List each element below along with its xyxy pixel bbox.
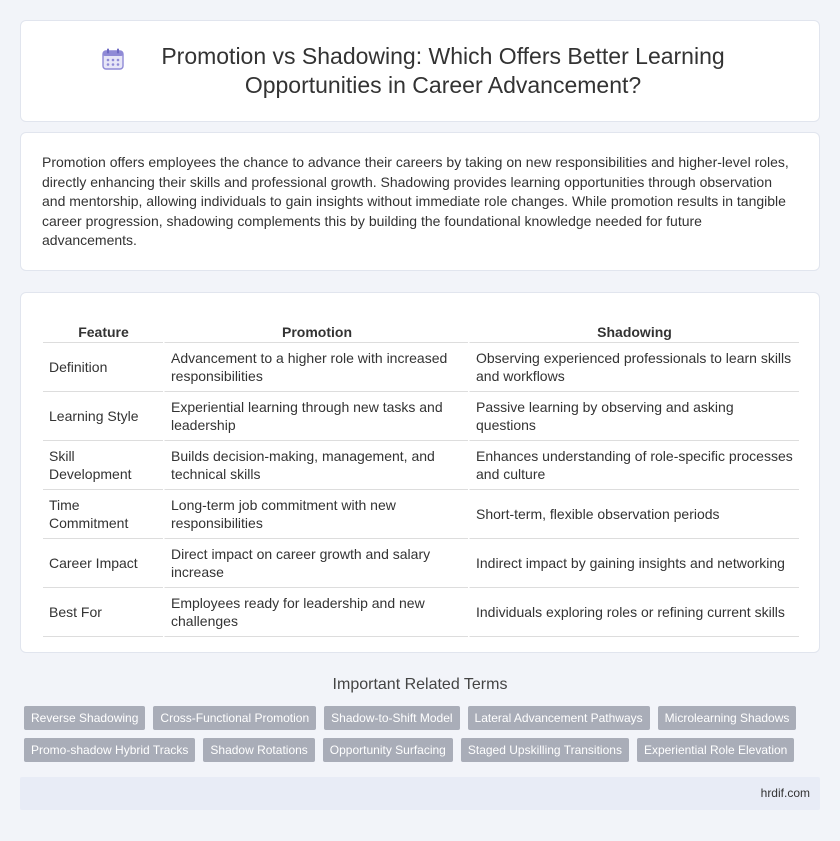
title-card xyxy=(20,20,820,122)
table-row xyxy=(43,588,799,637)
table-row xyxy=(43,490,799,539)
table-row xyxy=(43,539,799,588)
title-wrap xyxy=(100,42,740,100)
intro-card xyxy=(20,132,820,271)
row-promotion: Long-term job commitment with new responsibilities xyxy=(164,490,469,539)
comparison-card xyxy=(20,292,820,653)
row-shadowing: Observing experienced professionals to learn skills and workflows xyxy=(469,343,799,392)
row-promotion: Experiential learning through new tasks and leadership xyxy=(164,392,469,441)
table-header-row xyxy=(43,313,799,343)
row-feature: Learning Style xyxy=(43,392,164,441)
footer-site-link[interactable]: hrdif.com xyxy=(760,786,810,800)
table-row xyxy=(43,343,799,392)
row-promotion: Employees ready for leadership and new challenges xyxy=(164,588,469,637)
related-term-tag[interactable]: Cross-Functional Promotion xyxy=(153,706,316,730)
related-terms-heading: Important Related Terms xyxy=(332,676,508,693)
related-term-tag[interactable]: Staged Upskilling Transitions xyxy=(461,738,629,762)
related-term-tag[interactable]: Shadow Rotations xyxy=(203,738,314,762)
related-term-tag[interactable]: Shadow-to-Shift Model xyxy=(324,706,459,730)
row-shadowing: Enhances understanding of role-specific processes and culture xyxy=(469,441,799,490)
row-feature: Skill Development xyxy=(43,441,164,490)
table-row xyxy=(43,441,799,490)
row-feature: Best For xyxy=(43,588,164,637)
row-feature: Time Commitment xyxy=(43,490,164,539)
related-term-tag[interactable]: Lateral Advancement Pathways xyxy=(468,706,650,730)
related-term-tag[interactable]: Reverse Shadowing xyxy=(24,706,145,730)
intro-paragraph: Promotion offers employees the chance to advance their careers by taking on new responsibilities and higher-level roles, directly enhancing their skills and professional growth. Shadowing provides learning opportunities through observation and mentorship, allowing individuals to gain insights without immediate role changes. While promotion results in tangible career progression, shadowing complements this by building the foundational knowledge needed for future advancements. xyxy=(42,154,789,248)
row-shadowing: Short-term, flexible observation periods xyxy=(469,490,799,539)
row-shadowing: Passive learning by observing and asking questions xyxy=(469,392,799,441)
footer xyxy=(20,777,820,810)
calendar-icon xyxy=(100,46,126,72)
related-term-tag[interactable]: Opportunity Surfacing xyxy=(323,738,453,762)
row-shadowing: Individuals exploring roles or refining current skills xyxy=(469,588,799,637)
row-promotion: Advancement to a higher role with increased responsibilities xyxy=(164,343,469,392)
table-row xyxy=(43,392,799,441)
related-term-tag[interactable]: Promo-shadow Hybrid Tracks xyxy=(24,738,195,762)
comparison-table xyxy=(43,313,799,637)
related-terms-list xyxy=(24,706,804,762)
row-feature: Definition xyxy=(43,343,164,392)
related-term-tag[interactable]: Experiential Role Elevation xyxy=(637,738,794,762)
header-feature: Feature xyxy=(43,313,164,343)
row-promotion: Builds decision-making, management, and technical skills xyxy=(164,441,469,490)
header-shadowing: Shadowing xyxy=(469,313,799,343)
page-title: Promotion vs Shadowing: Which Offers Better Learning Opportunities in Career Advancement? xyxy=(161,43,725,98)
row-promotion: Direct impact on career growth and salary increase xyxy=(164,539,469,588)
header-promotion: Promotion xyxy=(164,313,469,343)
related-term-tag[interactable]: Microlearning Shadows xyxy=(658,706,797,730)
row-shadowing: Indirect impact by gaining insights and networking xyxy=(469,539,799,588)
row-feature: Career Impact xyxy=(43,539,164,588)
